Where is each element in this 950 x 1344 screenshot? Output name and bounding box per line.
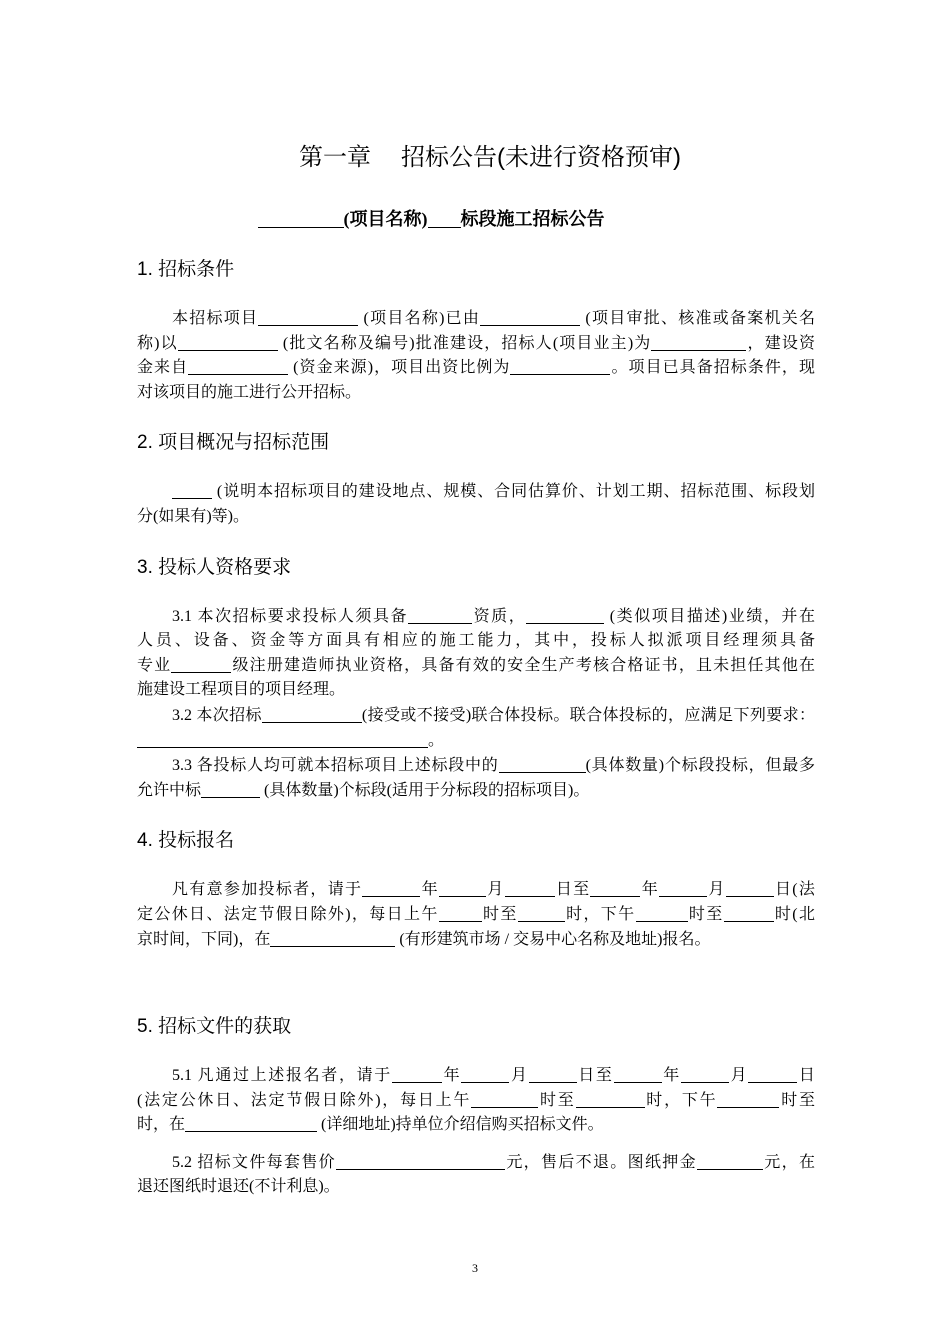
text-line xyxy=(137,381,815,406)
subtitle-project-label: (项目名称) xyxy=(343,209,428,229)
text-line xyxy=(137,307,815,332)
paragraph-text: 凡有意参加投标者，请于 xyxy=(172,881,363,899)
paragraph-text: 时至 xyxy=(687,905,724,923)
fill-in-blank xyxy=(726,895,774,897)
chapter-heading: 招标公告(未进行资格预审) xyxy=(401,144,681,171)
paragraph-text: 5.1 凡通过上述报名者，请于 xyxy=(172,1067,392,1085)
fill-in-blank xyxy=(336,1168,505,1170)
text-line xyxy=(137,1151,815,1176)
paragraph-5-2 xyxy=(137,1151,815,1200)
text-line xyxy=(137,654,815,679)
paragraph xyxy=(137,480,815,529)
text-line xyxy=(137,505,815,530)
paragraph-text: 本招标项目 xyxy=(172,310,259,327)
paragraph-text: (具体数量)个标段投标，但最多 xyxy=(585,757,815,775)
fill-in-blank xyxy=(270,945,395,947)
paragraph-text: 对该项目的施工进行公开招标。 xyxy=(137,383,362,401)
subtitle-suffix: 标段施工招标公告 xyxy=(460,209,605,229)
paragraph-text: 3.3 各投标人均可就本招标项目上述标段中的 xyxy=(172,757,499,775)
fill-in-blank xyxy=(461,1081,509,1083)
text-line xyxy=(137,356,815,381)
fill-in-blank xyxy=(576,1106,645,1108)
paragraph-text: 时，在 xyxy=(137,1116,186,1134)
fill-in-blank xyxy=(172,497,212,499)
paragraph-text: 月 xyxy=(707,881,726,899)
text-line xyxy=(137,480,815,505)
paragraph-3-3 xyxy=(137,754,815,803)
fill-in-blank xyxy=(697,1168,763,1170)
page-number: 3 xyxy=(472,1261,478,1275)
text-line xyxy=(137,605,815,630)
paragraph-text: (有形建筑市场 / 交易中心名称及地址)报名。 xyxy=(395,930,711,948)
paragraph xyxy=(137,307,815,405)
paragraph-text: 金来自 xyxy=(137,359,189,377)
chapter-number: 第一章 xyxy=(299,144,371,171)
paragraph-text: 允许中标 xyxy=(137,781,202,799)
chapter-title xyxy=(137,142,815,174)
paragraph xyxy=(137,878,815,952)
paragraph-text: (具体数量)个标段(适用于分标段的招标项目)。 xyxy=(260,781,590,799)
fill-in-blank xyxy=(185,1130,317,1132)
fill-in-blank xyxy=(499,771,586,773)
text-line xyxy=(137,629,815,654)
paragraph-text: 年 xyxy=(420,881,439,899)
paragraph-text: 年 xyxy=(441,1067,462,1085)
paragraph-text: 月 xyxy=(485,881,505,899)
fill-in-blank xyxy=(408,622,472,624)
fill-in-blank xyxy=(748,1081,797,1083)
paragraph-text: 月 xyxy=(728,1067,749,1085)
section-heading-4: 4. 投标报名 xyxy=(137,830,235,852)
fill-in-blank xyxy=(590,895,640,897)
paragraph-text: 元，在 xyxy=(762,1153,815,1171)
paragraph-text: 时(北 xyxy=(773,905,815,923)
paragraph-text: 。 xyxy=(428,731,445,749)
paragraph-3-1 xyxy=(137,605,815,703)
paragraph-text: 施建设工程项目的项目经理。 xyxy=(137,681,346,699)
fill-in-blank xyxy=(471,1106,538,1108)
section-heading-5: 5. 招标文件的获取 xyxy=(137,1016,292,1038)
fill-in-blank xyxy=(258,324,358,326)
paragraph-text: 退还图纸时退还(不计利息)。 xyxy=(137,1178,340,1196)
text-line xyxy=(137,1089,815,1114)
text-line xyxy=(137,878,815,903)
fill-in-blank xyxy=(428,226,461,228)
paragraph-text: 3.2 本次招标 xyxy=(172,706,262,724)
text-line xyxy=(137,928,815,953)
paragraph-text: (说明本招标项目的建设地点、规模、合同估算价、计划工期、招标范围、标段划 xyxy=(212,483,815,501)
fill-in-blank xyxy=(681,1081,729,1083)
fill-in-blank xyxy=(480,324,580,326)
fill-in-blank xyxy=(518,920,565,922)
paragraph-text: (项目审批、核准或备案机关名 xyxy=(580,310,815,327)
paragraph-text: 月 xyxy=(509,1067,529,1085)
paragraph-text: 日至 xyxy=(576,1067,614,1085)
paragraph-text: 级注册建造师执业资格，具备有效的安全生产考核合格证书，且未担任其他在 xyxy=(231,656,815,674)
paragraph-text: 年 xyxy=(661,1067,681,1085)
paragraph-text: 5.2 招标文件每套售价 xyxy=(172,1153,336,1171)
fill-in-blank xyxy=(651,349,746,351)
paragraph-text: (资金来源)，项目出资比例为 xyxy=(288,359,511,377)
paragraph-text: 。项目已具备招标条件，现 xyxy=(610,359,815,377)
text-line xyxy=(137,704,815,729)
fill-in-blank xyxy=(137,746,428,748)
fill-in-blank xyxy=(510,373,610,375)
paragraph-text: (项目名称)已由 xyxy=(358,310,481,327)
announcement-subtitle xyxy=(137,206,815,232)
text-line xyxy=(137,754,815,779)
text-line xyxy=(137,1175,815,1200)
fill-in-blank xyxy=(178,349,278,351)
paragraph-text: 定公休日、法定节假日除外)，每日上午 xyxy=(137,905,439,923)
fill-in-blank xyxy=(201,796,260,798)
paragraph-text: 称)以 xyxy=(137,334,178,352)
text-line xyxy=(137,903,815,928)
paragraph-text: 元，售后不退。图纸押金 xyxy=(504,1153,697,1171)
text-line xyxy=(137,779,815,804)
paragraph-text: 资质， xyxy=(472,607,527,625)
paragraph-text: (详细地址)持单位介绍信购买招标文件。 xyxy=(317,1116,604,1134)
paragraph-text: 专业 xyxy=(137,656,172,674)
fill-in-blank xyxy=(258,226,344,228)
fill-in-blank xyxy=(505,895,555,897)
paragraph-text: (法定公休日、法定节假日除外)，每日上午 xyxy=(137,1091,472,1109)
fill-in-blank xyxy=(392,1081,442,1083)
paragraph-text: 京时间，下同)，在 xyxy=(137,930,271,948)
paragraph-text: 时至 xyxy=(779,1091,815,1109)
text-line xyxy=(137,332,815,357)
section-heading-2: 2. 项目概况与招标范围 xyxy=(137,432,330,454)
fill-in-blank xyxy=(439,895,486,897)
paragraph-text: 时，下午 xyxy=(644,1091,718,1109)
fill-in-blank xyxy=(262,721,362,723)
fill-in-blank xyxy=(724,920,774,922)
section-heading-1: 1. 招标条件 xyxy=(137,259,235,280)
page-content xyxy=(137,0,815,1200)
paragraph-text: (批文名称及编号)批准建设，招标人(项目业主)为 xyxy=(277,334,652,352)
paragraph-text: 日(法 xyxy=(773,881,815,899)
fill-in-blank xyxy=(614,1081,662,1083)
paragraph-3-2 xyxy=(137,704,815,753)
paragraph-text: (类似项目描述)业绩，并在 xyxy=(604,607,815,625)
paragraph-text: 日 xyxy=(797,1067,815,1085)
text-line xyxy=(137,678,815,703)
text-line xyxy=(137,1064,815,1089)
paragraph-text: (接受或不接受)联合体投标。联合体投标的，应满足下列要求： xyxy=(361,706,815,724)
section-heading-3: 3. 投标人资格要求 xyxy=(137,556,292,578)
fill-in-blank xyxy=(171,671,231,673)
fill-in-blank xyxy=(526,622,604,624)
paragraph-text: 3.1 本次招标要求投标人须具备 xyxy=(172,607,409,625)
paragraph-text: 时至 xyxy=(481,905,518,923)
fill-in-blank xyxy=(362,895,420,897)
paragraph-text: 日至 xyxy=(554,881,591,899)
fill-in-blank xyxy=(188,373,288,375)
paragraph-text: 时至 xyxy=(538,1091,576,1109)
fill-in-blank xyxy=(717,1106,779,1108)
fill-in-blank xyxy=(529,1081,577,1083)
fill-in-blank xyxy=(439,920,482,922)
paragraph-text: ，建设资 xyxy=(746,334,815,352)
paragraph-text: 分(如果有)等)。 xyxy=(137,507,249,525)
paragraph-text: 时，下午 xyxy=(564,905,636,923)
paragraph-5-1 xyxy=(137,1064,815,1138)
text-line xyxy=(137,729,815,754)
fill-in-blank xyxy=(659,895,707,897)
paragraph-text: 人员、设备、资金等方面具有相应的施工能力，其中，投标人拟派项目经理须具备 xyxy=(137,632,815,650)
text-line xyxy=(137,1113,815,1138)
fill-in-blank xyxy=(636,920,688,922)
paragraph-text: 年 xyxy=(640,881,660,899)
